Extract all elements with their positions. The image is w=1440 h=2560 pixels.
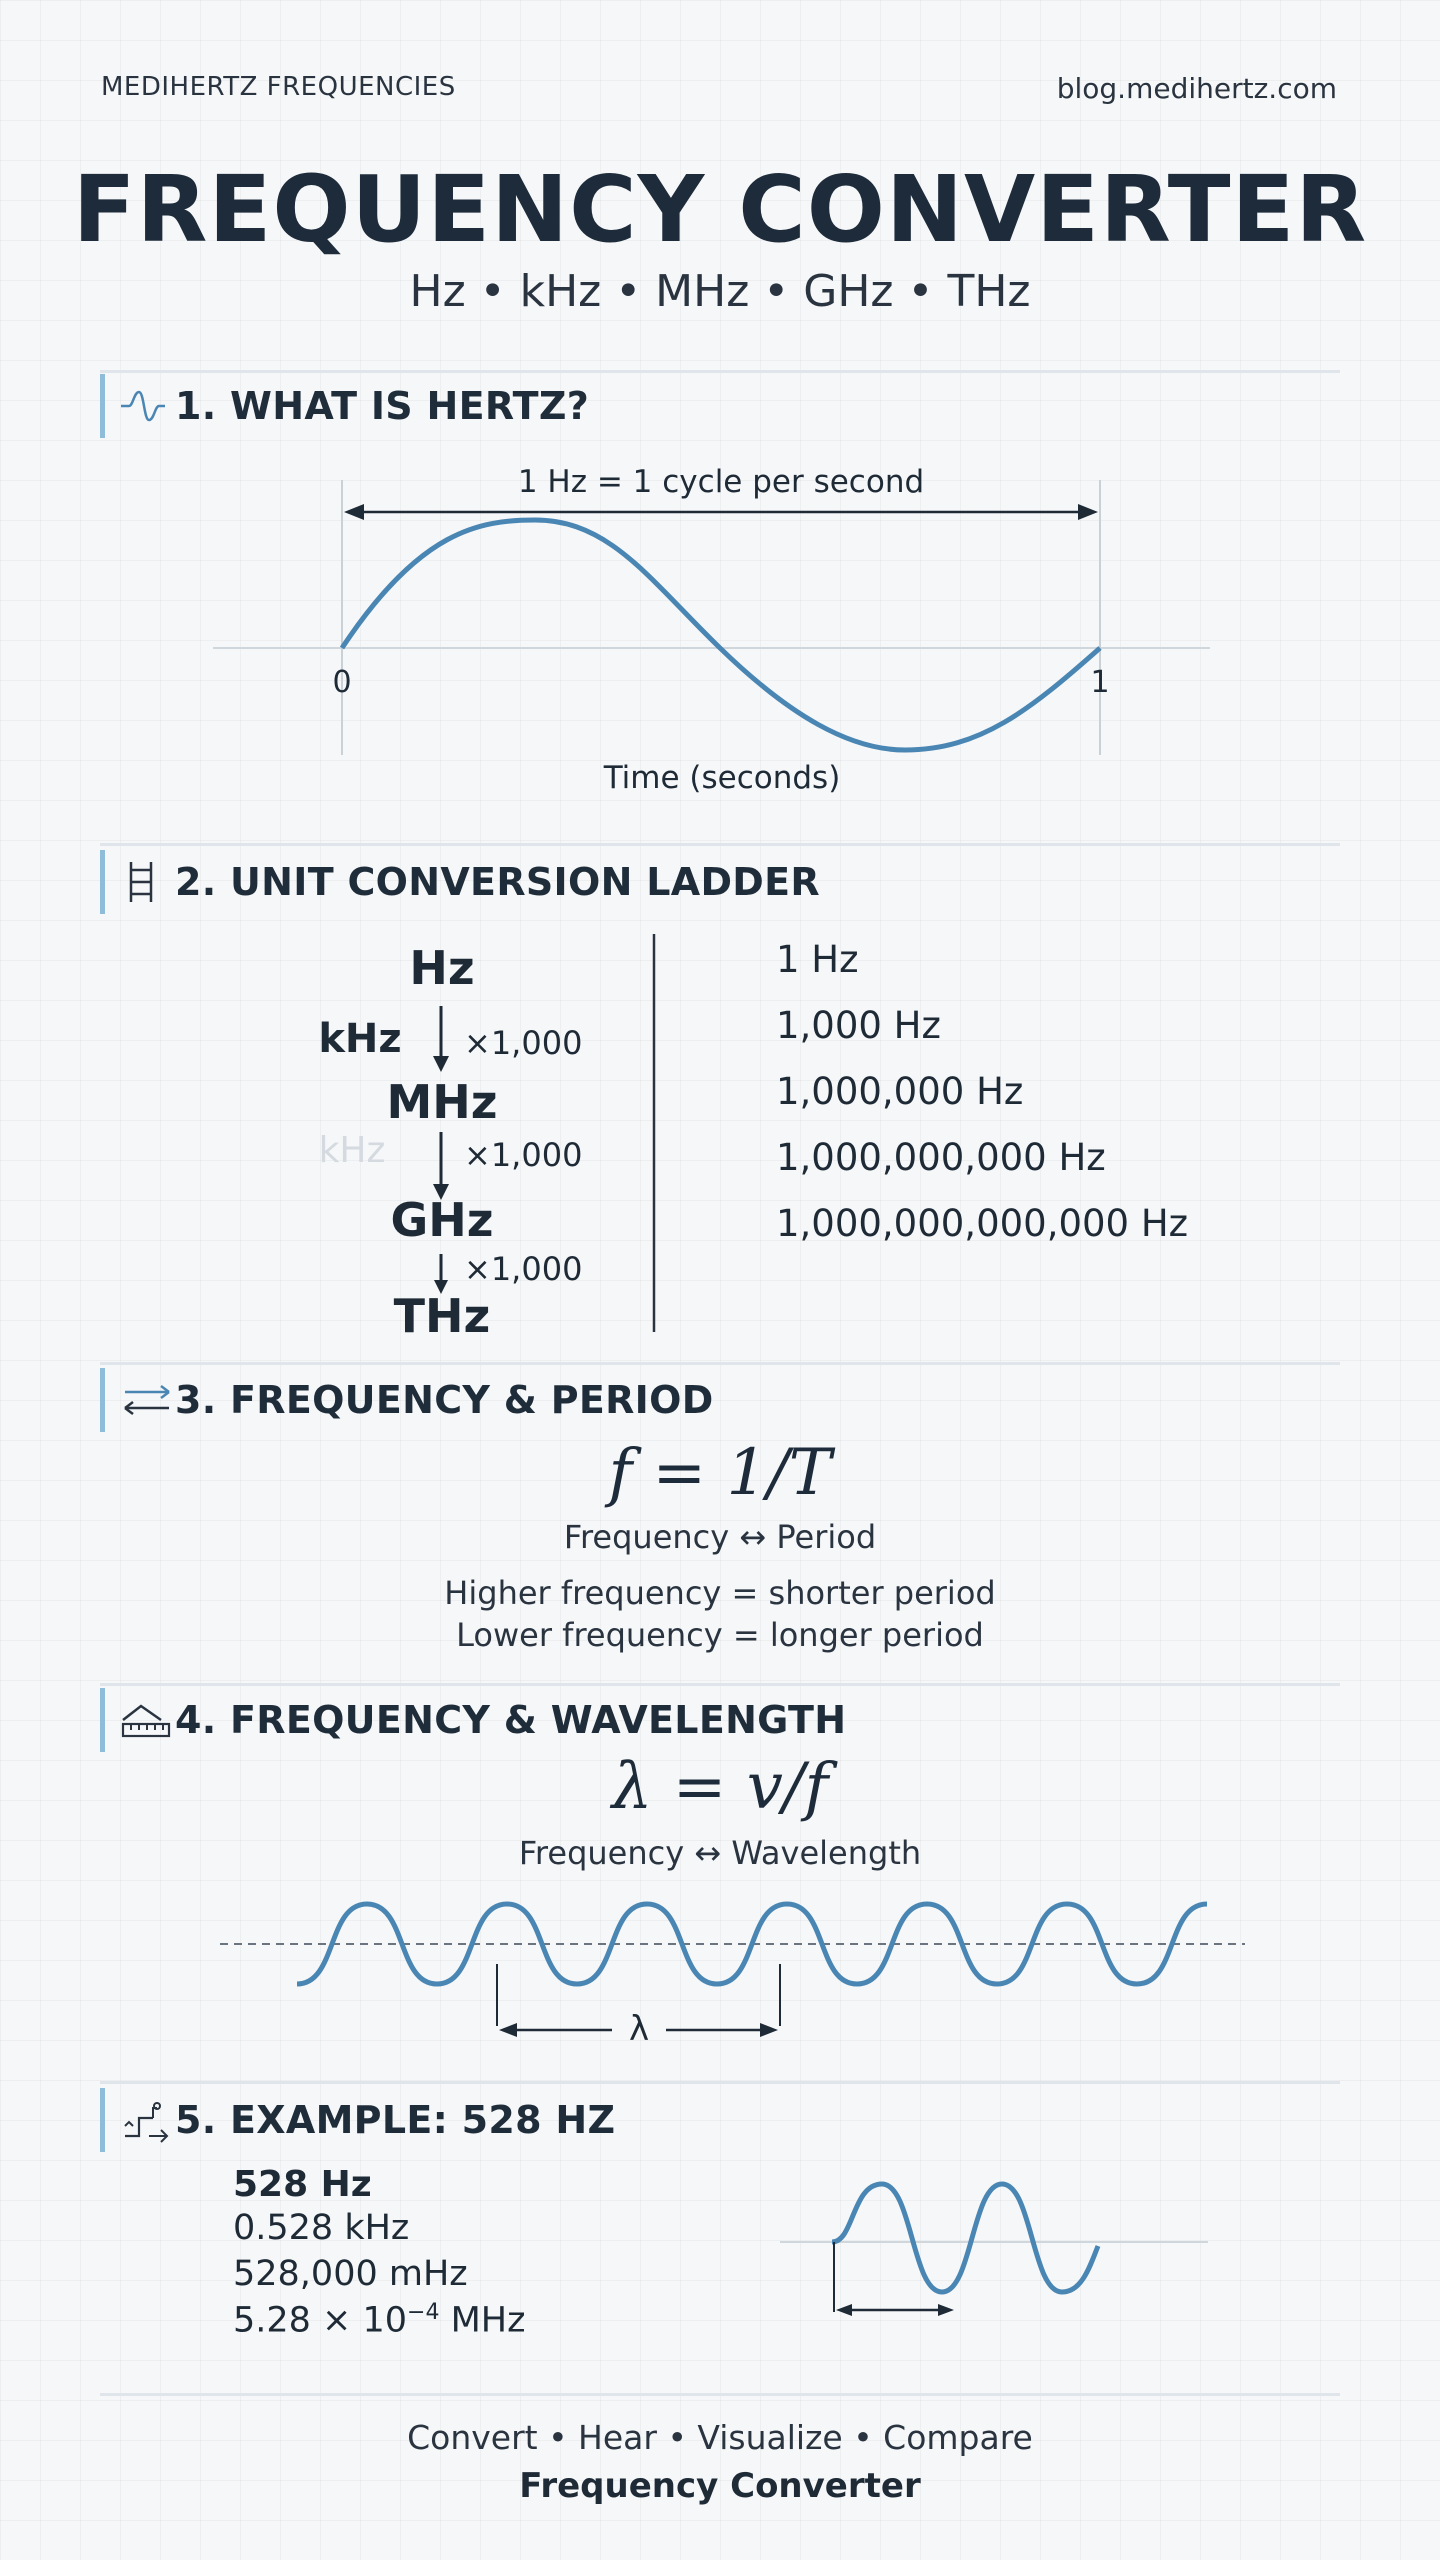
lambda-label: λ — [628, 2009, 650, 2049]
unit-mhz: MHz — [386, 1075, 498, 1129]
circuit-icon — [119, 2096, 175, 2144]
section-title: 4. FREQUENCY & WAVELENGTH — [175, 1698, 847, 1742]
example-conversion: 528,000 mHz — [233, 2254, 468, 2294]
section-header-period — [100, 1368, 714, 1432]
time-end-label: 1 — [1090, 665, 1110, 700]
period-note: Lower frequency = longer period — [456, 1616, 984, 1654]
footer-tagline: Convert • Hear • Visualize • Compare — [407, 2418, 1033, 2457]
footer-name: Frequency Converter — [519, 2466, 921, 2506]
section-title: 1. WHAT IS HERTZ? — [175, 384, 590, 428]
period-formula: f = 1/T — [608, 1436, 832, 1510]
wavelength-formula: λ = v/f — [611, 1750, 829, 1824]
time-start-label: 0 — [332, 665, 352, 700]
side-label-khz-faded: kHz — [318, 1130, 386, 1171]
period-relation: Frequency ↔ Period — [563, 1518, 877, 1556]
lambda-arrow-head — [760, 2023, 778, 2037]
period-arrow-head — [836, 2304, 852, 2316]
section-divider — [100, 1683, 1340, 1686]
section-header-hertz — [100, 374, 589, 438]
value-khz: 1,000 Hz — [776, 1004, 941, 1047]
brand-label: MEDIHERTZ FREQUENCIES — [101, 72, 456, 102]
example-conversion: 0.528 kHz — [233, 2208, 410, 2248]
one-cycle-wave — [342, 520, 1100, 750]
value-mhz: 1,000,000 Hz — [776, 1070, 1024, 1113]
wavelength-relation: Frequency ↔ Wavelength — [518, 1834, 922, 1872]
swap-arrows-icon — [119, 1376, 175, 1424]
site-url[interactable]: blog.medihertz.com — [1056, 72, 1337, 105]
unit-ghz: GHz — [390, 1193, 494, 1247]
cycle-label: 1 Hz = 1 cycle per second — [517, 464, 925, 500]
section-divider — [100, 1362, 1340, 1365]
lambda-arrow-head — [499, 2023, 517, 2037]
section-divider — [100, 370, 1340, 373]
sine-wave-icon — [119, 382, 175, 430]
page-subtitle: Hz • kHz • MHz • GHz • THz — [409, 266, 1031, 317]
section-divider — [100, 2081, 1340, 2084]
value-hz: 1 Hz — [776, 938, 859, 981]
value-thz: 1,000,000,000,000 Hz — [776, 1202, 1189, 1245]
section-header-ladder — [100, 850, 820, 914]
unit-thz: THz — [393, 1289, 491, 1343]
ladder-factor: ×1,000 — [464, 1024, 583, 1062]
hertz-diagram — [0, 460, 1440, 820]
example-conversion-mhz: $5.28 \times 10^{-4}$ MHz — [233, 2300, 526, 2341]
unit-hz: Hz — [409, 941, 475, 995]
section-header-example — [100, 2088, 615, 2152]
section-divider — [100, 843, 1340, 846]
page-title: FREQUENCY CONVERTER — [72, 156, 1368, 263]
ladder-arrow-head — [433, 1056, 449, 1072]
arrow-head-left — [344, 504, 364, 520]
ruler-icon — [119, 1696, 175, 1744]
ladder-icon — [119, 858, 175, 906]
unit-ladder — [0, 920, 1440, 1350]
section-title: 5. EXAMPLE: 528 HZ — [175, 2098, 616, 2142]
example-main-value: 528 Hz — [233, 2164, 372, 2205]
side-label-khz: kHz — [318, 1016, 402, 1062]
section-header-wavelength — [100, 1688, 846, 1752]
section-title: 2. UNIT CONVERSION LADDER — [175, 860, 820, 904]
footer-divider — [100, 2393, 1340, 2396]
period-arrow-head — [938, 2304, 954, 2316]
ladder-factor: ×1,000 — [464, 1136, 583, 1174]
time-axis-label: Time (seconds) — [603, 760, 841, 796]
example-sine — [832, 2184, 1098, 2292]
ladder-factor: ×1,000 — [464, 1250, 583, 1288]
arrow-head-right — [1078, 504, 1098, 520]
example-wave — [760, 2170, 1220, 2340]
period-note: Higher frequency = shorter period — [444, 1574, 996, 1612]
value-ghz: 1,000,000,000 Hz — [776, 1136, 1106, 1179]
section-title: 3. FREQUENCY & PERIOD — [175, 1378, 714, 1422]
wavelength-diagram — [0, 1880, 1440, 2050]
